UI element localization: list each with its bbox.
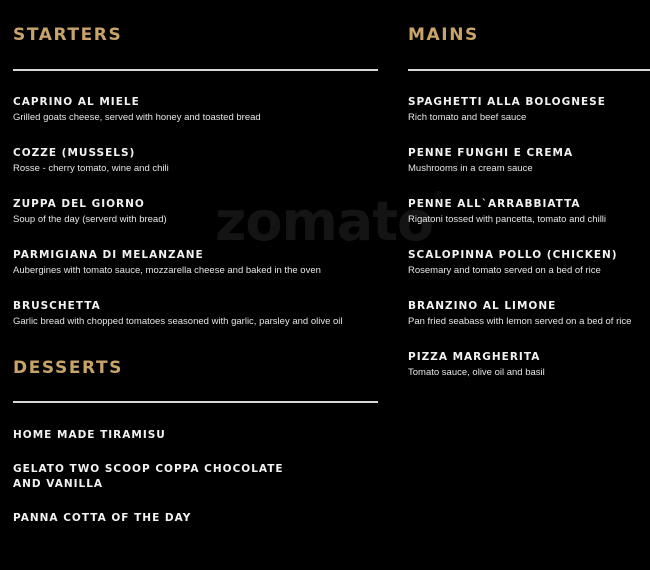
desserts-title: DESSERTS <box>13 358 124 378</box>
menu-item <box>13 511 191 526</box>
menu-item <box>408 299 631 329</box>
menu-item <box>408 248 618 278</box>
mains-divider <box>408 69 650 71</box>
item-description: Aubergines with tomato sauce, mozzarella cheese and baked in the oven <box>13 265 321 276</box>
desserts-divider <box>13 401 378 403</box>
item-description: Soup of the day (serverd with bread) <box>13 214 167 225</box>
item-name: PANNA COTTA OF THE DAY <box>13 512 192 524</box>
item-description: Rosemary and tomato served on a bed of rice <box>408 265 601 276</box>
mains-title: MAINS <box>408 25 479 45</box>
item-name: GELATO TWO SCOOP COPPA CHOCOLATE AND VANILLA <box>13 463 284 490</box>
item-description: Rigatoni tossed with pancetta, tomato and chilli <box>408 214 607 225</box>
starters-title: STARTERS <box>13 25 123 45</box>
starters-divider <box>13 69 378 71</box>
menu-item <box>13 248 321 278</box>
item-description: Pan fried seabass with lemon served on a bed of rice <box>408 316 632 327</box>
item-name: BRUSCHETTA <box>13 300 101 312</box>
item-description: Mushrooms in a cream sauce <box>408 163 533 174</box>
item-description: Grilled goats cheese, served with honey and toasted bread <box>13 112 261 123</box>
menu-item <box>408 197 606 227</box>
item-description: Tomato sauce, olive oil and basil <box>408 367 545 378</box>
menu-item <box>13 428 166 443</box>
menu-item <box>408 146 573 176</box>
item-name: HOME MADE TIRAMISU <box>13 429 166 441</box>
menu-item <box>13 197 167 227</box>
item-name: PARMIGIANA DI MELANZANE <box>13 249 204 261</box>
item-name: COZZE (MUSSELS) <box>13 147 136 159</box>
menu-item <box>13 299 343 329</box>
item-name: PIZZA MARGHERITA <box>408 351 541 363</box>
menu-item <box>408 350 545 380</box>
item-name: SPAGHETTI ALLA BOLOGNESE <box>408 96 606 108</box>
item-name: PENNE FUNGHI E CREMA <box>408 147 574 159</box>
item-description: Garlic bread with chopped tomatoes seasoned with garlic, parsley and olive oil <box>13 316 343 327</box>
menu-item <box>13 146 169 176</box>
menu-item <box>13 95 261 125</box>
item-name: SCALOPINNA POLLO (CHICKEN) <box>408 249 618 261</box>
item-name: ZUPPA DEL GIORNO <box>13 198 145 210</box>
item-description: Rich tomato and beef sauce <box>408 112 527 123</box>
item-description: Rosse - cherry tomato, wine and chili <box>13 163 169 174</box>
menu-item <box>408 95 606 125</box>
item-name: BRANZINO AL LIMONE <box>408 300 557 312</box>
item-name: PENNE ALL`ARRABBIATTA <box>408 198 581 210</box>
menu-item <box>13 462 313 492</box>
zomato-watermark: zomato® <box>215 190 443 253</box>
item-name: CAPRINO AL MIELE <box>13 96 140 108</box>
